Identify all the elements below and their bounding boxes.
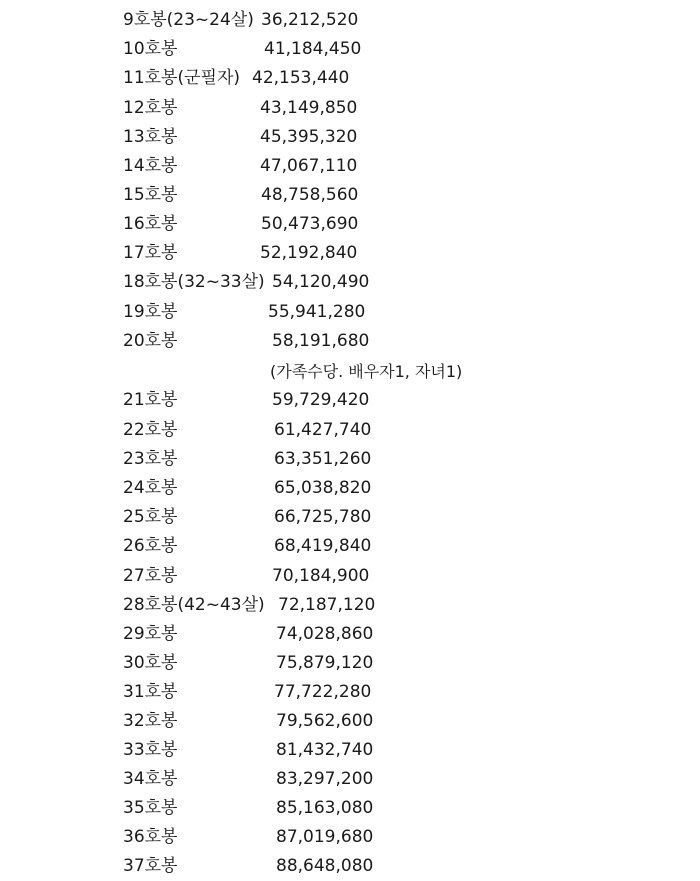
grade-label: 16호봉 [123,214,178,234]
salary-value: 42,153,440 [252,68,350,88]
grade-label: 35호봉 [123,798,178,818]
grade-label: 26호봉 [123,536,178,556]
grade-label: 31호봉 [123,682,178,702]
salary-value: 54,120,490 [272,272,370,292]
grade-label: 15호봉 [123,185,178,205]
salary-value: 59,729,420 [272,390,370,410]
salary-value: 72,187,120 [278,595,376,615]
grade-label: 17호봉 [123,243,178,263]
salary-value: 58,191,680 [272,331,370,351]
salary-value: 52,192,840 [260,243,358,263]
grade-label: 18호봉(32~33살) [123,272,265,292]
salary-value: 36,212,520 [261,10,359,30]
grade-label: 36호봉 [123,827,178,847]
salary-value: 66,725,780 [274,507,372,527]
salary-value: 88,648,080 [276,856,374,876]
grade-label: 24호봉 [123,478,178,498]
salary-value: 68,419,840 [274,536,372,556]
salary-value: 41,184,450 [264,39,362,59]
salary-value: 65,038,820 [274,478,372,498]
salary-value: 74,028,860 [276,624,374,644]
salary-value: 48,758,560 [261,185,359,205]
salary-value: 70,184,900 [272,566,370,586]
salary-value: 43,149,850 [260,98,358,118]
grade-label: 20호봉 [123,331,178,351]
grade-label: 13호봉 [123,127,178,147]
grade-label: 30호봉 [123,653,178,673]
grade-label: 19호봉 [123,302,178,322]
grade-label: 22호봉 [123,420,178,440]
family-allowance-note: (가족수당. 배우자1, 자녀1) [270,362,463,381]
grade-label: 12호봉 [123,98,178,118]
salary-value: 55,941,280 [268,302,366,322]
salary-value: 81,432,740 [276,740,374,760]
grade-label: 21호봉 [123,390,178,410]
grade-label: 32호봉 [123,711,178,731]
grade-label: 9호봉(23~24살) [123,10,254,30]
salary-value: 50,473,690 [261,214,359,234]
grade-label: 34호봉 [123,769,178,789]
salary-value: 61,427,740 [274,420,372,440]
grade-label: 33호봉 [123,740,178,760]
grade-label: 14호봉 [123,156,178,176]
salary-value: 75,879,120 [276,653,374,673]
grade-label: 25호봉 [123,507,178,527]
grade-label: 23호봉 [123,449,178,469]
salary-value: 83,297,200 [276,769,374,789]
salary-value: 87,019,680 [276,827,374,847]
grade-label: 28호봉(42~43살) [123,595,265,615]
salary-value: 77,722,280 [274,682,372,702]
grade-label: 27호봉 [123,566,178,586]
salary-value: 45,395,320 [260,127,358,147]
grade-label: 37호봉 [123,856,178,876]
grade-label: 29호봉 [123,624,178,644]
salary-value: 79,562,600 [276,711,374,731]
salary-value: 47,067,110 [260,156,358,176]
grade-label: 11호봉(군필자) [123,68,241,88]
salary-value: 63,351,260 [274,449,372,469]
salary-value: 85,163,080 [276,798,374,818]
grade-label: 10호봉 [123,39,178,59]
